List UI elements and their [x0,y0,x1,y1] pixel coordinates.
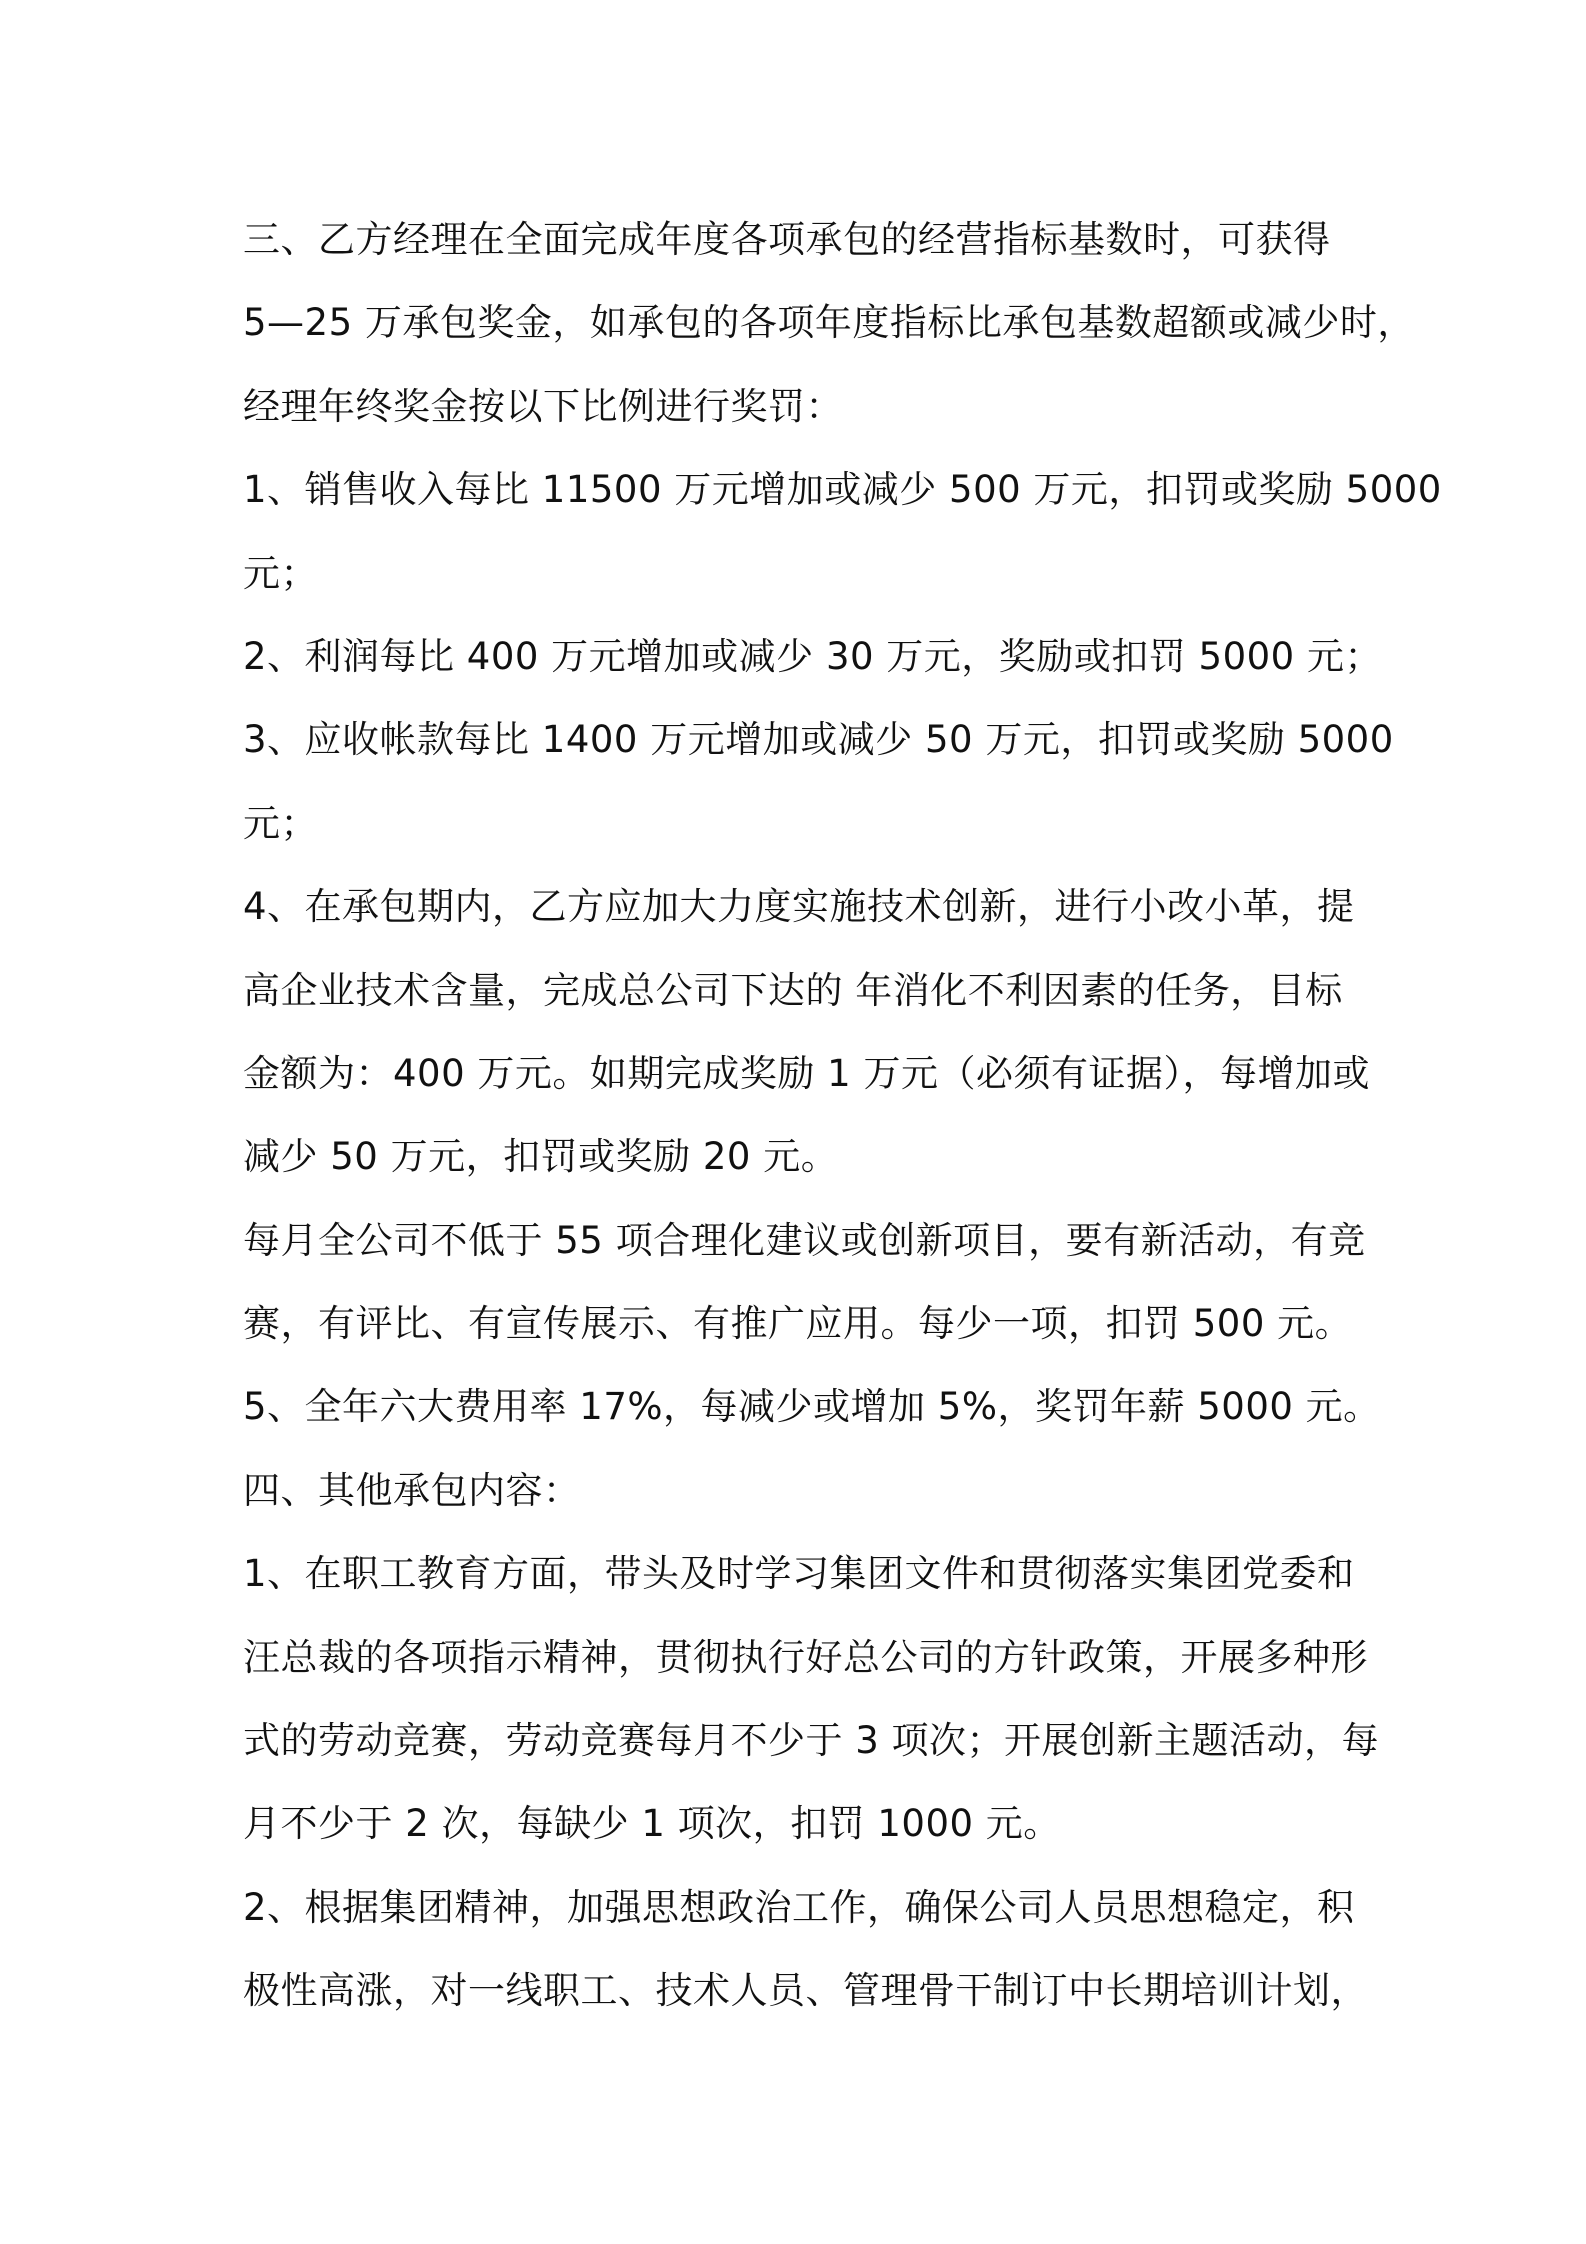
text-line-section-four: 四、其他承包内容： [243,1468,581,1512]
text-line: 高企业技术含量，完成总公司下达的 年消化不利因素的任务，目标 [243,968,1343,1012]
text-line: 极性高涨，对一线职工、技术人员、管理骨干制订中长期培训计划， [243,1969,1368,2013]
text-line: 汪总裁的各项指示精神，贯彻执行好总公司的方针政策，开展多种形 [243,1635,1368,1679]
document-body [243,198,1442,2033]
text-line-item-5: 5、全年六大费用率 17%，每减少或增加 5%，奖罚年薪 5000 元。 [243,1385,1381,1429]
text-line: 每月全公司不低于 55 项合理化建议或创新项目，要有新活动，有竞 [243,1218,1366,1262]
text-line-item-4: 4、在承包期内，乙方应加大力度实施技术创新，进行小改小革，提 [243,885,1355,929]
text-line: 式的劳动竞赛，劳动竞赛每月不少于 3 项次；开展创新主题活动，每 [243,1719,1380,1763]
text-line-item-2: 2、利润每比 400 万元增加或减少 30 万元，奖励或扣罚 5000 元； [243,634,1382,678]
text-line-item-3: 3、应收帐款每比 1400 万元增加或减少 50 万元，扣罚或奖励 5000 [243,718,1394,762]
text-line: 元； [243,551,318,595]
text-line-item-1: 1、在职工教育方面，带头及时学习集团文件和贯彻落实集团党委和 [243,1552,1355,1596]
text-line: 5—25 万承包奖金，如承包的各项年度指标比承包基数超额或减少时， [243,301,1415,345]
text-line: 金额为：400 万元。如期完成奖励 1 万元（必须有证据），每增加或 [243,1051,1370,1095]
text-line-section-three: 三、乙方经理在全面完成年度各项承包的经营指标基数时，可获得 [243,218,1331,261]
text-line: 元； [243,801,318,845]
text-line: 经理年终奖金按以下比例进行奖罚： [243,384,843,428]
text-line: 月不少于 2 次，每缺少 1 项次，扣罚 1000 元。 [243,1802,1061,1846]
text-line-item-2: 2、根据集团精神，加强思想政治工作，确保公司人员思想稳定，积 [243,1885,1355,1929]
text-line: 减少 50 万元，扣罚或奖励 20 元。 [243,1135,839,1179]
text-line: 赛，有评比、有宣传展示、有推广应用。每少一项，扣罚 500 元。 [243,1302,1353,1346]
text-line-item-1: 1、销售收入每比 11500 万元增加或减少 500 万元，扣罚或奖励 5000 [243,468,1442,512]
